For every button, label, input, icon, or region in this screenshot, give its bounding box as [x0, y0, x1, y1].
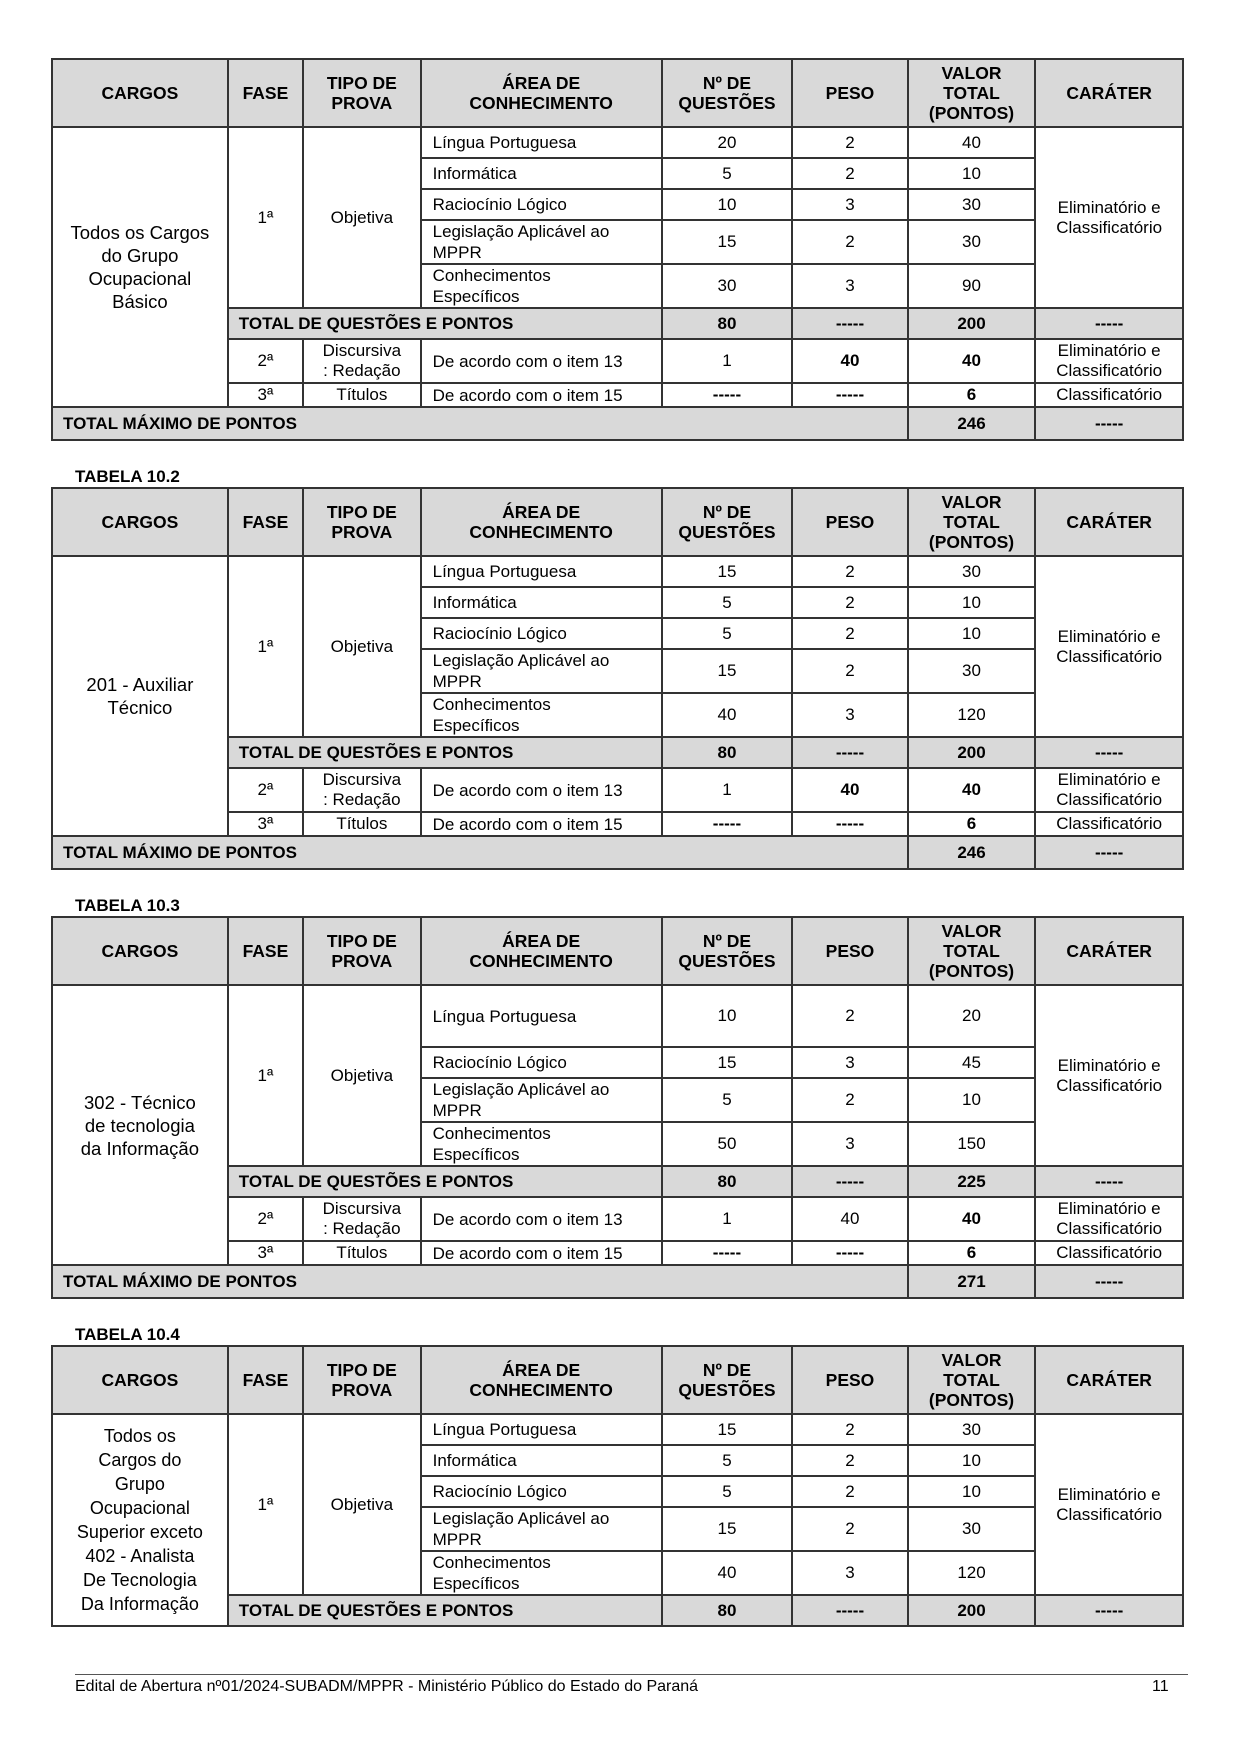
questoes-cell: 10 [662, 985, 793, 1047]
fase-cell: 1ª [228, 1414, 303, 1595]
questoes-cell: 1 [662, 1197, 793, 1241]
carater-cell: Classificatório [1035, 812, 1183, 836]
fase-cell: 3ª [228, 1241, 303, 1265]
questoes-cell: 30 [662, 264, 793, 308]
total-carater-value: ----- [1035, 308, 1183, 339]
questoes-cell: 5 [662, 1476, 793, 1507]
table-10-4 [51, 1345, 1184, 1627]
total-maximo-row [52, 407, 1183, 440]
table-row [52, 556, 1183, 587]
header-row [52, 59, 1183, 127]
valor-cell: 6 [908, 1241, 1036, 1265]
table-10-1 [51, 58, 1184, 441]
valor-cell: 10 [908, 1445, 1036, 1476]
questoes-cell: 1 [662, 768, 793, 812]
valor-cell: 30 [908, 189, 1036, 220]
header-valor: VALOR TOTAL (PONTOS) [908, 488, 1036, 556]
questoes-cell: ----- [662, 1241, 793, 1265]
peso-cell: 2 [792, 556, 908, 587]
cargo-cell: 302 - Técnico de tecnologia da Informação [52, 985, 228, 1265]
header-fase: FASE [228, 488, 303, 556]
total-maximo-value: 246 [908, 407, 1036, 440]
questoes-cell: ----- [662, 383, 793, 407]
total-questoes-value: 80 [662, 1166, 793, 1197]
total-maximo-label: TOTAL MÁXIMO DE PONTOS [52, 836, 908, 869]
valor-cell: 10 [908, 587, 1036, 618]
total-label: TOTAL DE QUESTÕES E PONTOS [228, 1166, 662, 1197]
tipo-cell: Títulos [303, 812, 421, 836]
carater-cell: Classificatório [1035, 1241, 1183, 1265]
valor-cell: 10 [908, 1476, 1036, 1507]
area-cell: Informática [421, 1445, 662, 1476]
header-carater: CARÁTER [1035, 59, 1183, 127]
questoes-cell: 40 [662, 1551, 793, 1595]
peso-cell: 40 [792, 1197, 908, 1241]
total-peso-value: ----- [792, 308, 908, 339]
total-label: TOTAL DE QUESTÕES E PONTOS [228, 737, 662, 768]
tipo-cell: Discursiva : Redação [303, 1197, 421, 1241]
valor-cell: 30 [908, 556, 1036, 587]
peso-cell: 3 [792, 693, 908, 737]
header-carater: CARÁTER [1035, 1346, 1183, 1414]
questoes-cell: 50 [662, 1122, 793, 1166]
fase-cell: 2ª [228, 339, 303, 383]
valor-cell: 45 [908, 1047, 1036, 1078]
area-cell: Conhecimentos Específicos [421, 1551, 662, 1595]
header-cargos: CARGOS [52, 488, 228, 556]
fase-cell: 3ª [228, 812, 303, 836]
valor-cell: 20 [908, 985, 1036, 1047]
table-row [52, 985, 1183, 1047]
header-cargos: CARGOS [52, 59, 228, 127]
total-pontos-value: 200 [908, 308, 1036, 339]
header-valor: VALOR TOTAL (PONTOS) [908, 917, 1036, 985]
peso-cell: 2 [792, 587, 908, 618]
header-questoes: Nº DE QUESTÕES [662, 917, 793, 985]
area-cell: Língua Portuguesa [421, 556, 662, 587]
carater-cell: Eliminatório e Classificatório [1035, 1197, 1183, 1241]
valor-cell: 6 [908, 383, 1036, 407]
table-row [52, 127, 1183, 158]
peso-cell: ----- [792, 1241, 908, 1265]
area-cell: De acordo com o item 15 [421, 812, 662, 836]
peso-cell: 3 [792, 1047, 908, 1078]
table-10-3 [51, 916, 1184, 1299]
header-carater: CARÁTER [1035, 917, 1183, 985]
area-cell: Legislação Aplicável ao MPPR [421, 220, 662, 264]
valor-cell: 30 [908, 649, 1036, 693]
total-maximo-carater: ----- [1035, 1265, 1183, 1298]
questoes-cell: 15 [662, 556, 793, 587]
header-area: ÁREA DE CONHECIMENTO [421, 488, 662, 556]
valor-cell: 40 [908, 1197, 1036, 1241]
total-label: TOTAL DE QUESTÕES E PONTOS [228, 1595, 662, 1626]
header-tipo: TIPO DE PROVA [303, 1346, 421, 1414]
tipo-cell: Títulos [303, 383, 421, 407]
valor-cell: 30 [908, 1414, 1036, 1445]
peso-cell: 2 [792, 1414, 908, 1445]
peso-cell: 40 [792, 768, 908, 812]
valor-cell: 10 [908, 158, 1036, 189]
table-caption: TABELA 10.3 [75, 896, 180, 915]
header-cargos: CARGOS [52, 1346, 228, 1414]
header-fase: FASE [228, 917, 303, 985]
questoes-cell: ----- [662, 812, 793, 836]
area-cell: Raciocínio Lógico [421, 618, 662, 649]
fase-cell: 3ª [228, 383, 303, 407]
peso-cell: 2 [792, 220, 908, 264]
total-carater-value: ----- [1035, 1595, 1183, 1626]
questoes-cell: 10 [662, 189, 793, 220]
valor-cell: 10 [908, 618, 1036, 649]
peso-cell: 3 [792, 189, 908, 220]
header-fase: FASE [228, 59, 303, 127]
total-questoes-value: 80 [662, 1595, 793, 1626]
header-carater: CARÁTER [1035, 488, 1183, 556]
area-cell: De acordo com o item 13 [421, 339, 662, 383]
valor-cell: 10 [908, 1078, 1036, 1122]
questoes-cell: 5 [662, 618, 793, 649]
questoes-cell: 15 [662, 649, 793, 693]
area-cell: Legislação Aplicável ao MPPR [421, 649, 662, 693]
peso-cell: ----- [792, 812, 908, 836]
peso-cell: 2 [792, 618, 908, 649]
cargo-cell: 201 - Auxiliar Técnico [52, 556, 228, 836]
total-maximo-row [52, 836, 1183, 869]
total-maximo-value: 271 [908, 1265, 1036, 1298]
header-valor: VALOR TOTAL (PONTOS) [908, 1346, 1036, 1414]
area-cell: De acordo com o item 13 [421, 768, 662, 812]
total-label: TOTAL DE QUESTÕES E PONTOS [228, 308, 662, 339]
header-peso: PESO [792, 917, 908, 985]
peso-cell: 3 [792, 264, 908, 308]
header-questoes: Nº DE QUESTÕES [662, 488, 793, 556]
header-row [52, 917, 1183, 985]
carater-cell: Classificatório [1035, 383, 1183, 407]
header-area: ÁREA DE CONHECIMENTO [421, 1346, 662, 1414]
fase-cell: 1ª [228, 985, 303, 1166]
table-row [52, 1414, 1183, 1445]
area-cell: Raciocínio Lógico [421, 1476, 662, 1507]
valor-cell: 120 [908, 1551, 1036, 1595]
valor-cell: 40 [908, 768, 1036, 812]
area-cell: Informática [421, 587, 662, 618]
area-cell: Conhecimentos Específicos [421, 264, 662, 308]
questoes-cell: 15 [662, 1047, 793, 1078]
questoes-cell: 20 [662, 127, 793, 158]
questoes-cell: 40 [662, 693, 793, 737]
peso-cell: 40 [792, 339, 908, 383]
carater-cell: Eliminatório e Classificatório [1035, 768, 1183, 812]
carater-cell: Eliminatório e Classificatório [1035, 985, 1183, 1166]
header-tipo: TIPO DE PROVA [303, 917, 421, 985]
header-area: ÁREA DE CONHECIMENTO [421, 59, 662, 127]
header-valor: VALOR TOTAL (PONTOS) [908, 59, 1036, 127]
peso-cell: 2 [792, 649, 908, 693]
questoes-cell: 1 [662, 339, 793, 383]
questoes-cell: 15 [662, 1507, 793, 1551]
total-peso-value: ----- [792, 1166, 908, 1197]
peso-cell: 2 [792, 1476, 908, 1507]
footer-text: Edital de Abertura nº01/2024-SUBADM/MPPR - Ministério Público do Estado do Paraná [75, 1678, 699, 1695]
area-cell: De acordo com o item 15 [421, 1241, 662, 1265]
header-row [52, 488, 1183, 556]
tipo-cell: Discursiva : Redação [303, 768, 421, 812]
peso-cell: 3 [792, 1551, 908, 1595]
tipo-cell: Discursiva : Redação [303, 339, 421, 383]
area-cell: Legislação Aplicável ao MPPR [421, 1078, 662, 1122]
header-questoes: Nº DE QUESTÕES [662, 59, 793, 127]
questoes-cell: 5 [662, 1078, 793, 1122]
tipo-cell: Títulos [303, 1241, 421, 1265]
peso-cell: 2 [792, 158, 908, 189]
questoes-cell: 5 [662, 587, 793, 618]
header-fase: FASE [228, 1346, 303, 1414]
total-maximo-carater: ----- [1035, 407, 1183, 440]
header-peso: PESO [792, 1346, 908, 1414]
carater-cell: Eliminatório e Classificatório [1035, 1414, 1183, 1595]
valor-cell: 30 [908, 1507, 1036, 1551]
questoes-cell: 5 [662, 158, 793, 189]
area-cell: Conhecimentos Específicos [421, 693, 662, 737]
area-cell: Língua Portuguesa [421, 1414, 662, 1445]
table-caption: TABELA 10.2 [75, 467, 180, 486]
header-row [52, 1346, 1183, 1414]
area-cell: Língua Portuguesa [421, 985, 662, 1047]
peso-cell: 3 [792, 1122, 908, 1166]
tipo-cell: Objetiva [303, 556, 421, 737]
header-cargos: CARGOS [52, 917, 228, 985]
questoes-cell: 5 [662, 1445, 793, 1476]
peso-cell: 2 [792, 127, 908, 158]
valor-cell: 150 [908, 1122, 1036, 1166]
area-cell: Informática [421, 158, 662, 189]
carater-cell: Eliminatório e Classificatório [1035, 127, 1183, 308]
footer-divider [75, 1674, 1188, 1675]
total-carater-value: ----- [1035, 1166, 1183, 1197]
fase-cell: 1ª [228, 127, 303, 308]
total-peso-value: ----- [792, 737, 908, 768]
area-cell: Língua Portuguesa [421, 127, 662, 158]
valor-cell: 6 [908, 812, 1036, 836]
carater-cell: Eliminatório e Classificatório [1035, 556, 1183, 737]
header-questoes: Nº DE QUESTÕES [662, 1346, 793, 1414]
valor-cell: 40 [908, 339, 1036, 383]
total-pontos-value: 225 [908, 1166, 1036, 1197]
total-maximo-label: TOTAL MÁXIMO DE PONTOS [52, 407, 908, 440]
fase-cell: 2ª [228, 768, 303, 812]
total-pontos-value: 200 [908, 737, 1036, 768]
peso-cell: 2 [792, 1445, 908, 1476]
tipo-cell: Objetiva [303, 127, 421, 308]
valor-cell: 30 [908, 220, 1036, 264]
peso-cell: 2 [792, 1507, 908, 1551]
total-maximo-label: TOTAL MÁXIMO DE PONTOS [52, 1265, 908, 1298]
questoes-cell: 15 [662, 1414, 793, 1445]
tipo-cell: Objetiva [303, 985, 421, 1166]
header-tipo: TIPO DE PROVA [303, 488, 421, 556]
carater-cell: Eliminatório e Classificatório [1035, 339, 1183, 383]
page-number: 11 [1152, 1678, 1169, 1695]
area-cell: De acordo com o item 13 [421, 1197, 662, 1241]
area-cell: Raciocínio Lógico [421, 1047, 662, 1078]
area-cell: De acordo com o item 15 [421, 383, 662, 407]
peso-cell: 2 [792, 985, 908, 1047]
total-peso-value: ----- [792, 1595, 908, 1626]
total-questoes-value: 80 [662, 737, 793, 768]
valor-cell: 120 [908, 693, 1036, 737]
area-cell: Conhecimentos Específicos [421, 1122, 662, 1166]
fase-cell: 2ª [228, 1197, 303, 1241]
valor-cell: 40 [908, 127, 1036, 158]
cargo-cell: Todos os Cargos do Grupo Ocupacional Básico [52, 127, 228, 407]
total-maximo-row [52, 1265, 1183, 1298]
header-peso: PESO [792, 59, 908, 127]
peso-cell: 2 [792, 1078, 908, 1122]
fase-cell: 1ª [228, 556, 303, 737]
peso-cell: ----- [792, 383, 908, 407]
area-cell: Raciocínio Lógico [421, 189, 662, 220]
table-10-2 [51, 487, 1184, 870]
cargo-cell: Todos os Cargos do Grupo Ocupacional Superior exceto 402 - Analista De Tecnologia Da Informação [52, 1414, 228, 1626]
header-area: ÁREA DE CONHECIMENTO [421, 917, 662, 985]
total-maximo-value: 246 [908, 836, 1036, 869]
total-maximo-carater: ----- [1035, 836, 1183, 869]
total-questoes-value: 80 [662, 308, 793, 339]
table-caption: TABELA 10.4 [75, 1325, 180, 1344]
questoes-cell: 15 [662, 220, 793, 264]
valor-cell: 90 [908, 264, 1036, 308]
total-carater-value: ----- [1035, 737, 1183, 768]
tipo-cell: Objetiva [303, 1414, 421, 1595]
header-tipo: TIPO DE PROVA [303, 59, 421, 127]
header-peso: PESO [792, 488, 908, 556]
area-cell: Legislação Aplicável ao MPPR [421, 1507, 662, 1551]
total-pontos-value: 200 [908, 1595, 1036, 1626]
